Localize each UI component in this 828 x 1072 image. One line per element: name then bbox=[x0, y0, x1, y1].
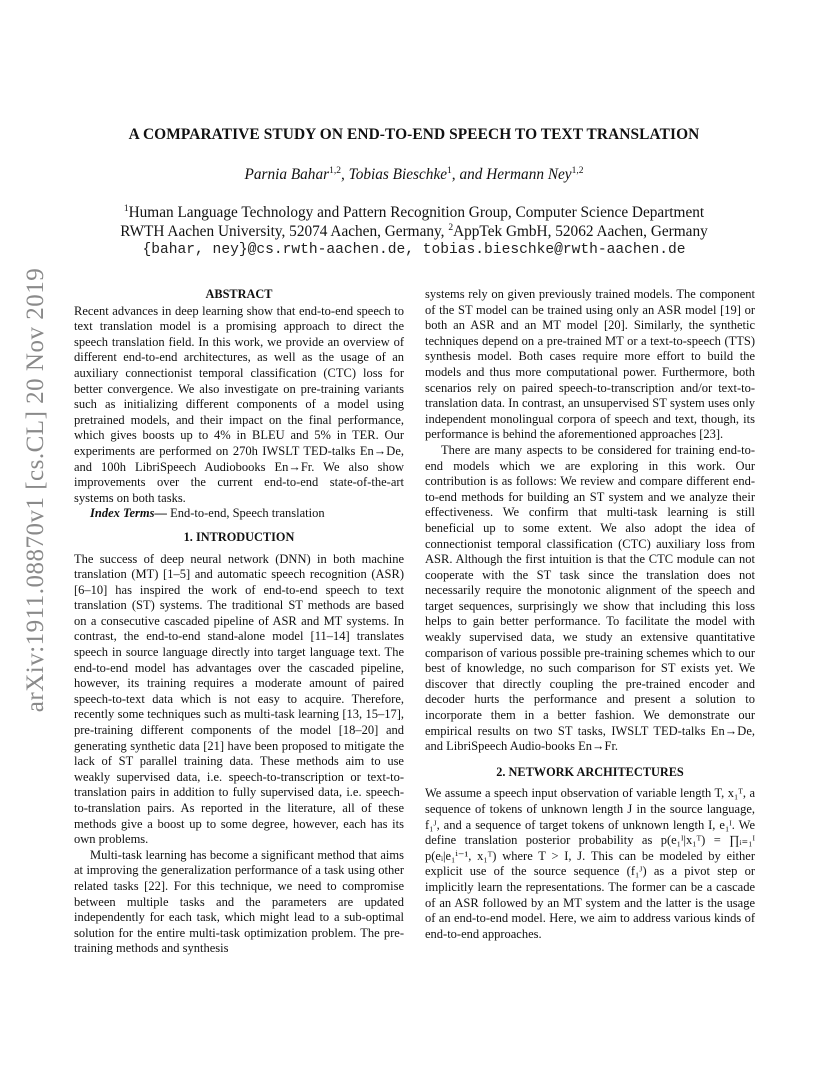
network-paragraph-1: We assume a speech input observation of variable length T, x₁ᵀ, a sequence of tokens of unknown length J in the source language, f₁ᴶ, and a sequence of target tokens of unknown length I, e₁ᴵ. We define translation posterior probability as p(e₁ᴵ|x₁ᵀ) = ∏ᵢ₌₁ᴵ p(eᵢ|e₁ⁱ⁻¹, x₁ᵀ) where T > I, J. This can be modeled by either explicit use of the source sequence (f₁ᴶ) as a pivot step or implicitly learn the representations. The former can be a cascade of an ASR followed by an MT system and the latter is the usage of an end-to-end model. Here, we aim to address various kinds of end-to-end approaches. bbox=[425, 786, 755, 941]
intro-heading: 1. INTRODUCTION bbox=[183, 529, 295, 544]
affiliation-text: Human Language Technology and Pattern Recognition Group, Computer Science Department bbox=[128, 204, 705, 222]
index-terms bbox=[74, 506, 404, 522]
affil-mark: 2 bbox=[448, 223, 454, 233]
affiliation-text: AppTek GmbH, 52062 Aachen, Germany bbox=[453, 223, 708, 241]
arxiv-id: arXiv:1911.08870v1 [cs.CL] 20 Nov 2019 bbox=[22, 267, 50, 713]
index-terms-text: End-to-end, Speech translation bbox=[166, 506, 325, 521]
author-affil-mark: 1,2 bbox=[329, 166, 341, 176]
author-affil-mark: 1 bbox=[447, 166, 452, 176]
intro-paragraph-2: Multi-task learning has become a significant method that aims at improving the generalization performance of a task using other related tasks [22]. For this technique, we need to compromise between multiple tasks and the parameters are updated independently for each task, which might lead to a sub-optimal solution for the entire multi-task optimization problem. The pre-training methods and synthesis bbox=[74, 847, 404, 956]
author-affil-mark: 1,2 bbox=[571, 166, 584, 176]
abstract-heading: ABSTRACT bbox=[205, 287, 273, 301]
paper-title: A COMPARATIVE STUDY ON END-TO-END SPEECH TO TEXT TRANSLATION bbox=[128, 126, 700, 143]
affil-mark: 1 bbox=[123, 204, 129, 214]
author-emails: {bahar, ney}@cs.rwth-aachen.de, tobias.bieschke@rwth-aachen.de bbox=[142, 242, 686, 258]
author-name: and Hermann Ney bbox=[459, 166, 572, 184]
affiliation-line-1 bbox=[60, 204, 768, 222]
network-heading: 2. NETWORK ARCHITECTURES bbox=[496, 764, 684, 779]
right-column bbox=[425, 287, 755, 942]
intro-paragraph-1: The success of deep neural network (DNN) in both machine translation (MT) [1–5] and automatic speech recognition (ASR) [6–10] has inspired the work of end-to-end speech to text translation (ST) systems. The traditional ST methods are based on a consecutive cascaded pipeline of ASR and MT systems. In contrast, the end-to-end stand-alone model [11–14] translates speech in source language directly into target language text. The end-to-end model has advantages over the cascaded pipeline, however, its training requires a moderate amount of paired speech-to-text data which is not easy to acquire. Therefore, recently some techniques such as multi-task learning [13, 15–17], pre-training different components of the model [18–20] and generating synthetic data [21] have been proposed to mitigate the lack of ST parallel training data. These methods aim to use weakly supervised data, i.e. speech-to-transcription or text-to-translation pairs in addition to fully supervised data, i.e. speech-to-translation pairs. As reported in the literature, all of these methods give a boost up to some degree, however, each has its own problems. bbox=[74, 551, 404, 847]
intro-paragraph-3: systems rely on given previously trained models. The component of the ST model can be trained using only an ASR model [19] or both an ASR and an MT model [20]. Similarly, the synthetic techniques depend on a pre-trained MT or a text-to-speech (TTS) synthesis model. Both cases require more effort to build the models and thus more computational power. Furthermore, both scenarios rely on paired speech-to-transcription and/or text-to-translation data. In contrast, an unsupervised ST system uses only independent monolingual corpora of speech and text, though, its performance is behind the aforementioned approaches [23]. bbox=[425, 287, 755, 442]
affiliation-text: RWTH Aachen University, 52074 Aachen, Germany, bbox=[120, 223, 449, 241]
index-terms-label: Index Terms— bbox=[90, 506, 167, 521]
arxiv-stamp bbox=[14, 267, 58, 713]
author-name: Parnia Bahar bbox=[244, 166, 330, 184]
author-line: Parnia Bahar$^{1,2}$, Tobias Bieschke$^1$, and Hermann Ney$^{1,2}$ bbox=[244, 166, 584, 184]
author-name: Tobias Bieschke bbox=[348, 166, 448, 184]
left-column bbox=[74, 287, 404, 957]
affiliation-line-2 bbox=[60, 223, 768, 241]
intro-paragraph-4: There are many aspects to be considered for training end-to-end models which we are exploring in this work. Our contribution is as follows: We review and compare different end-to-end methods for building an ST system and we analyze their effectiveness. We confirm that multi-task learning is still beneficial up to some extent. We also adopt the idea of connectionist temporal classification (CTC) auxiliary loss from ASR. Although the first intuition is that the CTC module can not cooperate with the ST task since the translation does not necessarily require the monotonic alignment of the speech and target sequences, surprisingly we show that including this loss helps to gain better performance. To facilitate the model with weakly supervised data, we study an extensive quantitative comparison of various possible pre-training schemes which to our best of knowledge, no such comparison for ST exists yet. We discover that directly coupling the pre-trained encoder and decoder hurts the performance and present a solution to incorporate them in a better fashion. We demonstrate our empirical results on two ST tasks, IWSLT TED-talks En→De, and LibriSpeech Audio-books En→Fr. bbox=[425, 442, 755, 754]
abstract-text: Recent advances in deep learning show that end-to-end speech to text translation model is a promising approach to direct the speech translation field. In this work, we provide an overview of different end-to-end architectures, as well as the usage of an auxiliary connectionist temporal classification (CTC) loss for better convergence. We also investigate on pre-training variants such as initializing different components of a model using pretrained models, and their impact on the final performance, which gives boosts up to 4% in BLEU and 5% in TER. Our experiments are performed on 270h IWSLT TED-talks En→De, and 100h LibriSpeech Audiobooks En→Fr. We also show improvements over the current end-to-end state-of-the-art systems on both tasks. bbox=[74, 303, 404, 505]
